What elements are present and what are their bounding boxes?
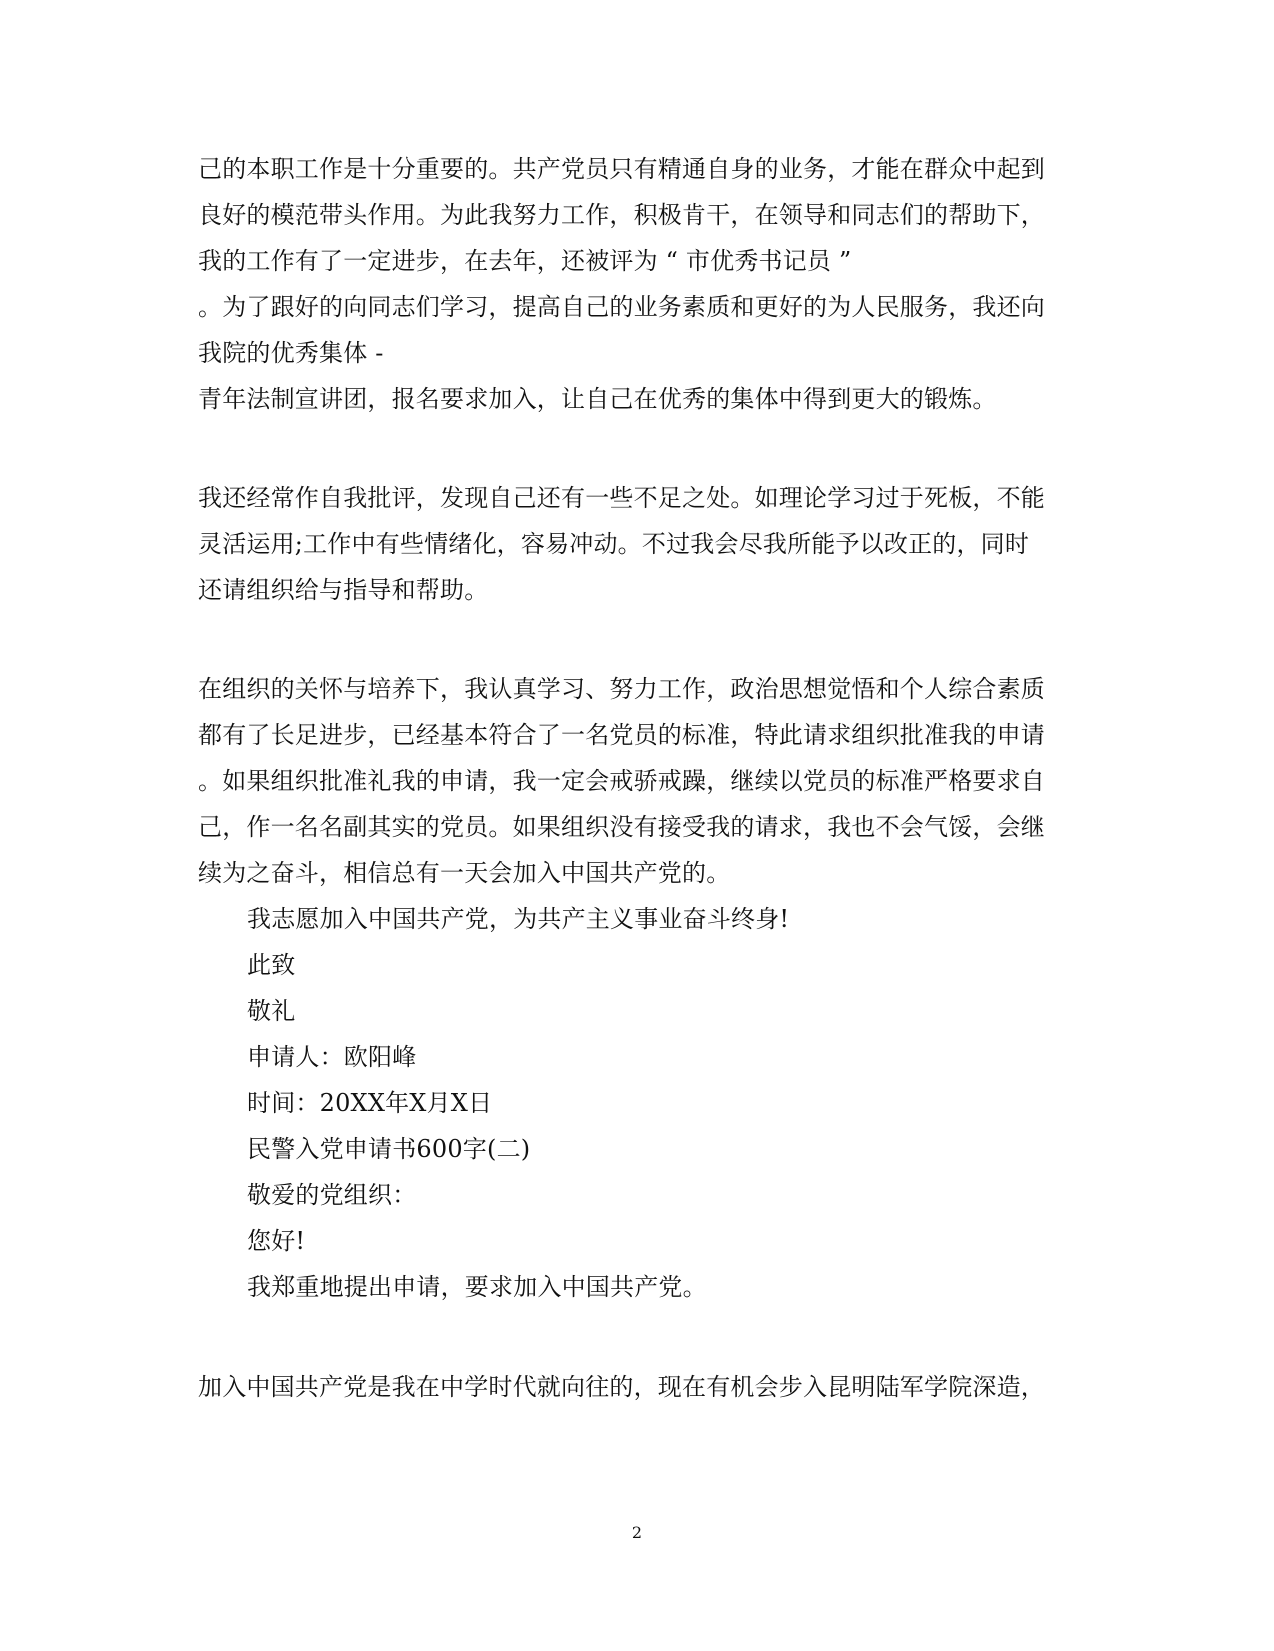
text-line: 。如果组织批准礼我的申请，我一定会戒骄戒躁，继续以党员的标准严格要求自 xyxy=(198,767,1045,795)
letter-greeting: 敬爱的党组织： xyxy=(247,1181,417,1209)
closing-regards: 敬礼 xyxy=(247,997,296,1025)
section-title: 民警入党申请书600字(二) xyxy=(247,1135,531,1163)
text-line: 。为了跟好的向同志们学习，提高自己的业务素质和更好的为人民服务，我还向 xyxy=(198,293,1045,321)
text-line: 灵活运用;工作中有些情绪化，容易冲动。不过我会尽我所能予以改正的，同时 xyxy=(198,530,1030,558)
text-line: 我志愿加入中国共产党，为共产主义事业奋斗终身! xyxy=(247,905,790,933)
text-line: 良好的模范带头作用。为此我努力工作，积极肯干，在领导和同志们的帮助下， xyxy=(198,201,1045,229)
page-number: 2 xyxy=(631,1523,643,1542)
text-line: 加入中国共产党是我在中学时代就向往的，现在有机会步入昆明陆军学院深造， xyxy=(198,1373,1045,1401)
text-line: 续为之奋斗，相信总有一天会加入中国共产党的。 xyxy=(198,859,731,887)
closing-salutation: 此致 xyxy=(247,951,296,979)
applicant-name: 申请人：欧阳峰 xyxy=(247,1043,417,1071)
text-line: 我院的优秀集体 - xyxy=(198,339,384,367)
text-line: 青年法制宣讲团，报名要求加入，让自己在优秀的集体中得到更大的锻炼。 xyxy=(198,385,997,413)
text-line: 己的本职工作是十分重要的。共产党员只有精通自身的业务，才能在群众中起到 xyxy=(198,155,1045,183)
text-line: 我还经常作自我批评，发现自己还有一些不足之处。如理论学习过于死板，不能 xyxy=(198,484,1045,512)
text-line: 都有了长足进步，已经基本符合了一名党员的标准，特此请求组织批准我的申请 xyxy=(198,721,1045,749)
text-line: 我郑重地提出申请，要求加入中国共产党。 xyxy=(247,1273,707,1301)
application-date: 时间：20XX年X月X日 xyxy=(247,1089,493,1117)
letter-hello: 您好! xyxy=(247,1227,306,1255)
text-line: 我的工作有了一定进步，在去年，还被评为 “ 市优秀书记员 ” xyxy=(198,247,852,275)
text-line: 己，作一名名副其实的党员。如果组织没有接受我的请求，我也不会气馁，会继 xyxy=(198,813,1045,841)
text-line: 在组织的关怀与培养下，我认真学习、努力工作，政治思想觉悟和个人综合素质 xyxy=(198,675,1045,703)
text-line: 还请组织给与指导和帮助。 xyxy=(198,576,489,604)
